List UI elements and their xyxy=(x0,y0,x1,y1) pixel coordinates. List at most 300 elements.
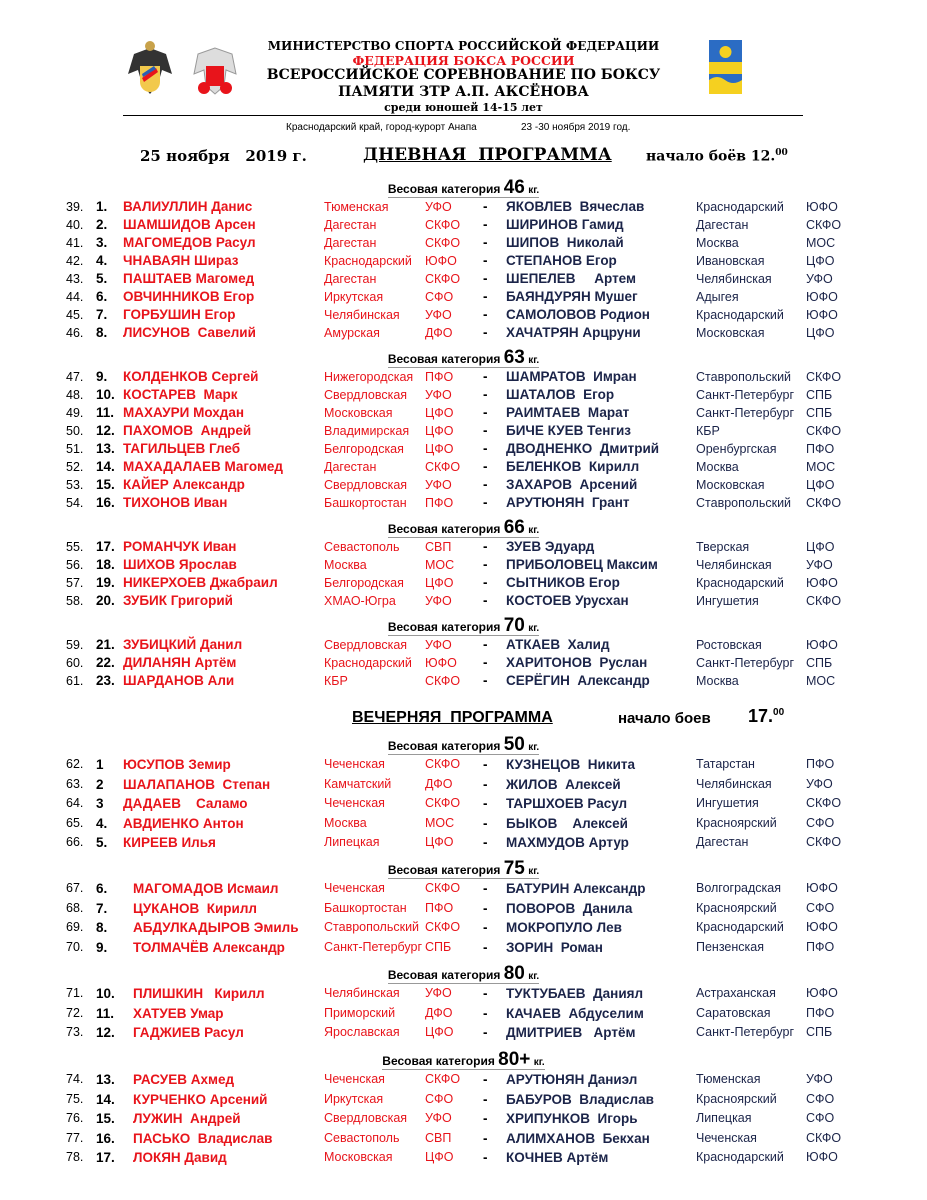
versus-dash: - xyxy=(483,325,488,340)
red-corner-region: Башкортостан xyxy=(324,496,407,510)
red-corner-region: Свердловская xyxy=(324,1111,408,1126)
red-corner-name: МАХАУРИ Мохдан xyxy=(123,405,244,420)
bout-number: 15. xyxy=(96,1111,115,1127)
weight-value: 46 xyxy=(503,177,525,198)
bout-number: 10. xyxy=(96,986,115,1001)
bout-index: 42. xyxy=(66,254,84,268)
bout-row xyxy=(0,458,927,476)
red-corner-district: СВП xyxy=(425,540,452,554)
bout-number: 4. xyxy=(96,253,108,268)
bout-index: 62. xyxy=(66,757,84,771)
bout-number: 6. xyxy=(96,289,108,304)
red-corner-region: Дагестан xyxy=(324,460,377,474)
bout-row xyxy=(0,198,927,216)
bout-row xyxy=(0,422,927,440)
bout-index: 57. xyxy=(66,576,84,590)
bout-row xyxy=(0,1129,927,1149)
bout-index: 53. xyxy=(66,478,84,492)
blue-corner-name: ЗАХАРОВ Арсений xyxy=(506,477,638,492)
weight-value: 80 xyxy=(503,963,525,984)
red-corner-region: Дагестан xyxy=(324,218,377,232)
red-corner-name: КОСТАРЕВ Марк xyxy=(123,387,238,402)
blue-corner-name: САМОЛОВОВ Родион xyxy=(506,307,650,322)
blue-corner-name: ПОВОРОВ Данила xyxy=(506,900,633,916)
blue-corner-district: ПФО xyxy=(806,1005,835,1020)
red-corner-district: ДФО xyxy=(425,776,453,791)
red-corner-district: МОС xyxy=(425,558,455,572)
red-corner-region: Краснодарский xyxy=(324,656,412,670)
weight-category-label: Весовая категория xyxy=(387,522,501,536)
red-corner-region: Чеченская xyxy=(324,1072,385,1086)
blue-corner-district: СПБ xyxy=(806,656,833,670)
blue-corner-district: МОС xyxy=(806,236,836,250)
blue-corner-district: ПФО xyxy=(806,442,835,456)
red-corner-name: ЛОКЯН Давид xyxy=(133,1150,227,1166)
bout-index: 39. xyxy=(66,200,84,214)
blue-corner-name: КОСТОЕВ Урусхан xyxy=(506,593,629,608)
red-corner-district: УФО xyxy=(425,986,452,1000)
weight-category-label: Весовая категория xyxy=(382,1054,495,1068)
bout-row xyxy=(0,1109,927,1129)
red-corner-region: КБР xyxy=(324,674,348,688)
day-start-time xyxy=(646,148,788,165)
versus-dash: - xyxy=(483,1005,488,1021)
bout-row xyxy=(0,386,927,404)
weight-category-section xyxy=(0,178,927,342)
versus-dash: - xyxy=(483,477,488,492)
versus-dash: - xyxy=(483,655,488,670)
red-corner-district: СКФО xyxy=(425,1072,461,1086)
blue-corner-region: Красноярский xyxy=(696,900,777,915)
bout-number: 3. xyxy=(96,235,108,250)
red-corner-district: ЦФО xyxy=(425,1025,454,1040)
red-corner-region: Севастополь xyxy=(324,540,400,554)
blue-corner-district: ЮФО xyxy=(806,638,838,652)
red-corner-region: Иркутская xyxy=(324,1091,384,1106)
bout-index: 58. xyxy=(66,594,84,608)
bout-index: 55. xyxy=(66,540,84,554)
red-corner-district: ЦФО xyxy=(425,576,454,590)
red-corner-name: ТОЛМАЧЁВ Александр xyxy=(133,939,285,955)
versus-dash: - xyxy=(483,835,488,851)
bout-number: 4. xyxy=(96,815,108,831)
blue-corner-name: КОЧНЕВ Артём xyxy=(506,1150,609,1166)
bout-row xyxy=(0,270,927,288)
red-corner-name: АБДУЛКАДЫРОВ Эмиль xyxy=(133,920,299,936)
bout-index: 54. xyxy=(66,496,84,510)
bout-index: 76. xyxy=(66,1111,84,1126)
versus-dash: - xyxy=(483,1072,488,1087)
blue-corner-region: Санкт-Петербург xyxy=(696,388,795,402)
versus-dash: - xyxy=(483,815,488,831)
red-corner-region: Чеченская xyxy=(324,881,385,895)
bout-row xyxy=(0,899,927,919)
weight-category-label: Весовая категория xyxy=(387,968,501,982)
blue-corner-region: Краснодарский xyxy=(696,200,784,214)
bout-row xyxy=(0,938,927,958)
red-corner-name: ШАМШИДОВ Арсен xyxy=(123,217,256,232)
bout-index: 63. xyxy=(66,776,84,791)
red-corner-name: ОВЧИННИКОВ Егор xyxy=(123,289,255,304)
blue-corner-region: Красноярский xyxy=(696,815,777,830)
bout-index: 45. xyxy=(66,308,84,322)
blue-corner-name: ТУКТУБАЕВ Даниял xyxy=(506,986,644,1001)
bout-number: 2. xyxy=(96,217,108,232)
versus-dash: - xyxy=(483,495,488,510)
blue-corner-district: СКФО xyxy=(806,424,842,438)
blue-corner-district: УФО xyxy=(806,272,833,286)
red-corner-name: ТИХОНОВ Иван xyxy=(123,495,228,510)
bout-row xyxy=(0,1023,927,1043)
red-corner-name: ЛИСУНОВ Савелий xyxy=(123,325,256,340)
bout-number: 9. xyxy=(96,939,108,955)
bout-row xyxy=(0,440,927,458)
bout-number: 21. xyxy=(96,637,115,652)
blue-corner-district: ЮФО xyxy=(806,308,838,322)
red-corner-name: МАХАДАЛАЕВ Магомед xyxy=(123,459,284,474)
bout-number: 6. xyxy=(96,881,108,896)
red-corner-district: ПФО xyxy=(425,496,454,510)
blue-corner-district: МОС xyxy=(806,674,836,688)
red-corner-name: ПАСЬКО Владислав xyxy=(133,1130,273,1146)
bout-number: 13. xyxy=(96,1072,115,1087)
bout-row xyxy=(0,216,927,234)
blue-corner-name: АРУТЮНЯН Даниэл xyxy=(506,1072,638,1087)
blue-corner-region: Санкт-Петербург xyxy=(696,406,795,420)
bout-number: 7. xyxy=(96,307,108,322)
blue-corner-region: Чеченская xyxy=(696,1130,757,1145)
blue-corner-region: Санкт-Петербург xyxy=(696,1025,795,1040)
blue-corner-name: ТАРШХОЕВ Расул xyxy=(506,796,628,812)
blue-corner-name: ШЕПЕЛЕВ Артем xyxy=(506,271,637,286)
red-corner-district: СКФО xyxy=(425,272,461,286)
blue-corner-name: ХАЧАТРЯН Арцруни xyxy=(506,325,641,340)
bout-index: 56. xyxy=(66,558,84,572)
red-corner-region: Челябинская xyxy=(324,308,400,322)
bout-number: 22. xyxy=(96,655,115,670)
red-corner-district: УФО xyxy=(425,1111,452,1126)
bout-number: 1 xyxy=(96,757,104,772)
red-corner-name: КАЙЕР Александр xyxy=(123,477,245,492)
bout-row xyxy=(0,1004,927,1024)
bout-number: 8. xyxy=(96,920,108,936)
blue-corner-name: БАТУРИН Александр xyxy=(506,881,646,896)
bout-row xyxy=(0,879,927,899)
bout-index: 52. xyxy=(66,460,84,474)
versus-dash: - xyxy=(483,539,488,554)
red-corner-region: Белгородская xyxy=(324,442,404,456)
blue-corner-district: СКФО xyxy=(806,218,842,232)
red-corner-region: Чеченская xyxy=(324,757,385,771)
blue-corner-district: ЦФО xyxy=(806,254,835,268)
weight-category-header xyxy=(0,1050,927,1070)
blue-corner-name: ШИРИНОВ Гамид xyxy=(506,217,624,232)
red-corner-district: УФО xyxy=(425,388,452,402)
blue-corner-name: ЯКОВЛЕВ Вячеслав xyxy=(506,199,645,214)
location: Краснодарский край, город-курорт Анапа xyxy=(286,122,477,133)
blue-corner-region: Ингушетия xyxy=(696,594,759,608)
bout-number: 16. xyxy=(96,1130,115,1146)
bout-number: 10. xyxy=(96,387,115,402)
blue-corner-region: Оренбургская xyxy=(696,442,777,456)
versus-dash: - xyxy=(483,757,488,772)
versus-dash: - xyxy=(483,217,488,232)
red-corner-district: УФО xyxy=(425,478,452,492)
blue-corner-district: СФО xyxy=(806,1091,835,1106)
blue-corner-district: ЮФО xyxy=(806,986,838,1000)
weight-value: 70 xyxy=(503,615,525,636)
blue-corner-name: МОКРОПУЛО Лев xyxy=(506,920,622,936)
blue-corner-name: ЖИЛОВ Алексей xyxy=(506,776,621,792)
blue-corner-district: СКФО xyxy=(806,370,842,384)
red-corner-name: ТАГИЛЬЦЕВ Глеб xyxy=(123,441,241,456)
weight-unit: кг. xyxy=(528,355,540,366)
versus-dash: - xyxy=(483,593,488,608)
blue-corner-name: МАХМУДОВ Артур xyxy=(506,835,629,851)
blue-corner-region: Ставропольский xyxy=(696,496,792,510)
versus-dash: - xyxy=(483,637,488,652)
versus-dash: - xyxy=(483,441,488,456)
red-corner-district: ДФО xyxy=(425,1005,453,1020)
versus-dash: - xyxy=(483,557,488,572)
bout-index: 44. xyxy=(66,290,84,304)
day-start-label: начало боёв 12. xyxy=(646,148,776,165)
red-corner-name: ХАТУЕВ Умар xyxy=(133,1005,224,1021)
bout-index: 68. xyxy=(66,900,84,915)
bout-row xyxy=(0,654,927,672)
versus-dash: - xyxy=(483,673,488,688)
blue-corner-name: КУЗНЕЦОВ Никита xyxy=(506,757,636,772)
red-corner-name: ПАХОМОВ Андрей xyxy=(123,423,252,438)
bout-number: 3 xyxy=(96,796,104,812)
blue-corner-name: РАИМТАЕВ Марат xyxy=(506,405,630,420)
red-corner-name: ПАШТАЕВ Магомед xyxy=(123,271,255,286)
red-corner-district: ПФО xyxy=(425,370,454,384)
red-corner-region: Дагестан xyxy=(324,236,377,250)
blue-corner-name: СЕРЁГИН Александр xyxy=(506,673,650,688)
red-corner-name: КОЛДЕНКОВ Сергей xyxy=(123,369,259,384)
bout-row xyxy=(0,252,927,270)
red-corner-name: АВДИЕНКО Антон xyxy=(123,815,244,831)
blue-corner-region: КБР xyxy=(696,424,720,438)
blue-corner-region: Ставропольский xyxy=(696,370,792,384)
weight-unit: кг. xyxy=(528,623,540,634)
red-corner-name: ЗУБИК Григорий xyxy=(123,593,233,608)
blue-corner-region: Татарстан xyxy=(696,757,755,771)
weight-value: 75 xyxy=(503,858,525,879)
red-corner-district: СКФО xyxy=(425,881,461,895)
blue-corner-district: СКФО xyxy=(806,1130,842,1145)
versus-dash: - xyxy=(483,405,488,420)
blue-corner-district: СФО xyxy=(806,900,835,915)
red-corner-name: ШАРДАНОВ Али xyxy=(123,673,235,688)
red-corner-name: КИРЕЕВ Илья xyxy=(123,835,216,851)
red-corner-name: РОМАНЧУК Иван xyxy=(123,539,237,554)
red-corner-name: ЛУЖИН Андрей xyxy=(133,1111,241,1127)
bout-row xyxy=(0,404,927,422)
blue-corner-name: АТКАЕВ Халид xyxy=(506,637,610,652)
blue-corner-region: Московская xyxy=(696,326,765,340)
red-corner-district: СКФО xyxy=(425,236,461,250)
blue-corner-region: Челябинская xyxy=(696,272,772,286)
weight-category-section xyxy=(0,735,927,853)
blue-corner-region: Краснодарский xyxy=(696,308,784,322)
versus-dash: - xyxy=(483,1111,488,1127)
red-corner-district: ЦФО xyxy=(425,1150,454,1165)
bout-number: 12. xyxy=(96,1025,115,1041)
bout-row xyxy=(0,324,927,342)
red-corner-name: ЗУБИЦКИЙ Данил xyxy=(123,637,243,652)
red-corner-name: ГОРБУШИН Егор xyxy=(123,307,236,322)
bout-row xyxy=(0,574,927,592)
program-date: 25 ноября 2019 г. xyxy=(140,147,307,165)
blue-corner-region: Краснодарский xyxy=(696,920,784,935)
blue-corner-district: СКФО xyxy=(806,496,842,510)
weight-value: 63 xyxy=(503,347,525,368)
blue-corner-district: СКФО xyxy=(806,835,842,850)
red-corner-name: ШИХОВ Ярослав xyxy=(123,557,237,572)
bout-index: 41. xyxy=(66,236,84,250)
bout-row xyxy=(0,984,927,1004)
weight-unit: кг. xyxy=(528,866,540,877)
versus-dash: - xyxy=(483,235,488,250)
red-corner-region: Москва xyxy=(324,558,367,572)
bout-index: 61. xyxy=(66,674,84,688)
blue-corner-district: МОС xyxy=(806,460,836,474)
red-corner-district: СКФО xyxy=(425,218,461,232)
bout-index: 59. xyxy=(66,638,84,652)
blue-corner-region: Краснодарский xyxy=(696,576,784,590)
blue-corner-name: КАЧАЕВ Абдуселим xyxy=(506,1005,644,1021)
blue-corner-name: БИЧЕ КУЕВ Тенгиз xyxy=(506,423,631,438)
versus-dash: - xyxy=(483,939,488,955)
bout-number: 20. xyxy=(96,593,115,608)
weight-category-label: Весовая категория xyxy=(387,739,501,753)
red-corner-name: ВАЛИУЛЛИН Данис xyxy=(123,199,253,214)
blue-corner-district: ЦФО xyxy=(806,326,835,340)
red-corner-region: Москва xyxy=(324,815,367,830)
bout-row xyxy=(0,494,927,512)
weight-category-section xyxy=(0,616,927,690)
red-corner-name: МАГОМАДОВ Исмаил xyxy=(133,881,279,896)
red-corner-region: Приморский xyxy=(324,1005,396,1020)
bout-row xyxy=(0,814,927,834)
blue-corner-district: СФО xyxy=(806,1111,835,1126)
blue-corner-region: Москва xyxy=(696,460,739,474)
red-corner-district: СФО xyxy=(425,1091,454,1106)
red-corner-region: Дагестан xyxy=(324,272,377,286)
weight-category-header xyxy=(0,735,927,755)
red-corner-region: Башкортостан xyxy=(324,900,407,915)
bout-row xyxy=(0,1070,927,1090)
versus-dash: - xyxy=(483,369,488,384)
header-divider xyxy=(123,115,803,116)
blue-corner-district: ЮФО xyxy=(806,1150,838,1165)
blue-corner-region: Тюменская xyxy=(696,1072,761,1086)
bout-row xyxy=(0,672,927,690)
red-corner-region: Ярославская xyxy=(324,1025,400,1040)
red-corner-district: СВП xyxy=(425,1130,452,1145)
red-corner-region: Нижегородская xyxy=(324,370,414,384)
red-corner-district: УФО xyxy=(425,308,452,322)
bout-row xyxy=(0,918,927,938)
bout-number: 17. xyxy=(96,539,115,554)
bout-index: 78. xyxy=(66,1150,84,1165)
bout-number: 18. xyxy=(96,557,115,572)
blue-corner-name: ЗОРИН Роман xyxy=(506,939,603,955)
red-corner-district: ПФО xyxy=(425,900,454,915)
blue-corner-name: БАЯНДУРЯН Мушег xyxy=(506,289,638,304)
bout-number: 14. xyxy=(96,1091,115,1107)
blue-corner-region: Красноярский xyxy=(696,1091,777,1106)
bout-index: 74. xyxy=(66,1072,84,1086)
event-dates: 23 -30 ноября 2019 год. xyxy=(521,122,631,133)
bout-index: 64. xyxy=(66,796,84,811)
red-corner-district: УФО xyxy=(425,638,452,652)
weight-category-header xyxy=(0,616,927,636)
red-corner-region: Тюменская xyxy=(324,200,389,214)
bout-number: 15. xyxy=(96,477,115,492)
bout-number: 7. xyxy=(96,900,108,916)
bout-number: 13. xyxy=(96,441,115,456)
red-corner-district: ЮФО xyxy=(425,254,457,268)
bout-number: 17. xyxy=(96,1150,115,1166)
blue-corner-district: ЦФО xyxy=(806,478,835,492)
red-corner-name: РАСУЕВ Ахмед xyxy=(133,1072,235,1087)
weight-unit: кг. xyxy=(528,185,540,196)
weight-category-section xyxy=(0,859,927,957)
blue-corner-name: ЗУЕВ Эдуард xyxy=(506,539,595,554)
red-corner-district: СПБ xyxy=(425,939,452,954)
versus-dash: - xyxy=(483,881,488,896)
red-corner-region: ХМАО-Югра xyxy=(324,594,396,608)
weight-category-header xyxy=(0,348,927,368)
blue-corner-district: ПФО xyxy=(806,939,835,954)
evening-start-label: начало боев xyxy=(618,710,711,727)
ministry-title: МИНИСТЕРСТВО СПОРТА РОССИЙСКОЙ ФЕДЕРАЦИИ xyxy=(267,39,660,53)
versus-dash: - xyxy=(483,1150,488,1166)
red-corner-name: ДИЛАНЯН Артём xyxy=(123,655,237,670)
red-corner-region: Амурская xyxy=(324,326,380,340)
red-corner-district: СФО xyxy=(425,290,454,304)
blue-corner-district: СПБ xyxy=(806,406,833,420)
versus-dash: - xyxy=(483,1130,488,1146)
bout-number: 19. xyxy=(96,575,115,590)
bout-number: 11. xyxy=(96,1005,115,1021)
red-corner-region: Московская xyxy=(324,406,393,420)
bout-index: 66. xyxy=(66,835,84,850)
red-corner-district: СКФО xyxy=(425,920,461,935)
red-corner-district: СКФО xyxy=(425,796,461,811)
red-corner-region: Липецкая xyxy=(324,835,380,850)
blue-corner-region: Саратовская xyxy=(696,1005,771,1020)
red-corner-region: Санкт-Петербург xyxy=(324,939,423,954)
age-group: среди юношей 14-15 лет xyxy=(384,101,543,114)
versus-dash: - xyxy=(483,575,488,590)
versus-dash: - xyxy=(483,253,488,268)
red-corner-region: Ставропольский xyxy=(324,920,420,935)
red-corner-region: Краснодарский xyxy=(324,254,412,268)
weight-category-section xyxy=(0,518,927,610)
red-corner-name: ЦУКАНОВ Кирилл xyxy=(133,900,257,916)
blue-corner-region: Челябинская xyxy=(696,776,772,791)
bout-index: 60. xyxy=(66,656,84,670)
weight-value: 66 xyxy=(503,517,525,538)
weight-category-label: Весовая категория xyxy=(387,352,501,366)
blue-corner-name: СЫТНИКОВ Егор xyxy=(506,575,620,590)
blue-corner-region: Краснодарский xyxy=(696,1150,784,1165)
bout-number: 2 xyxy=(96,776,104,792)
